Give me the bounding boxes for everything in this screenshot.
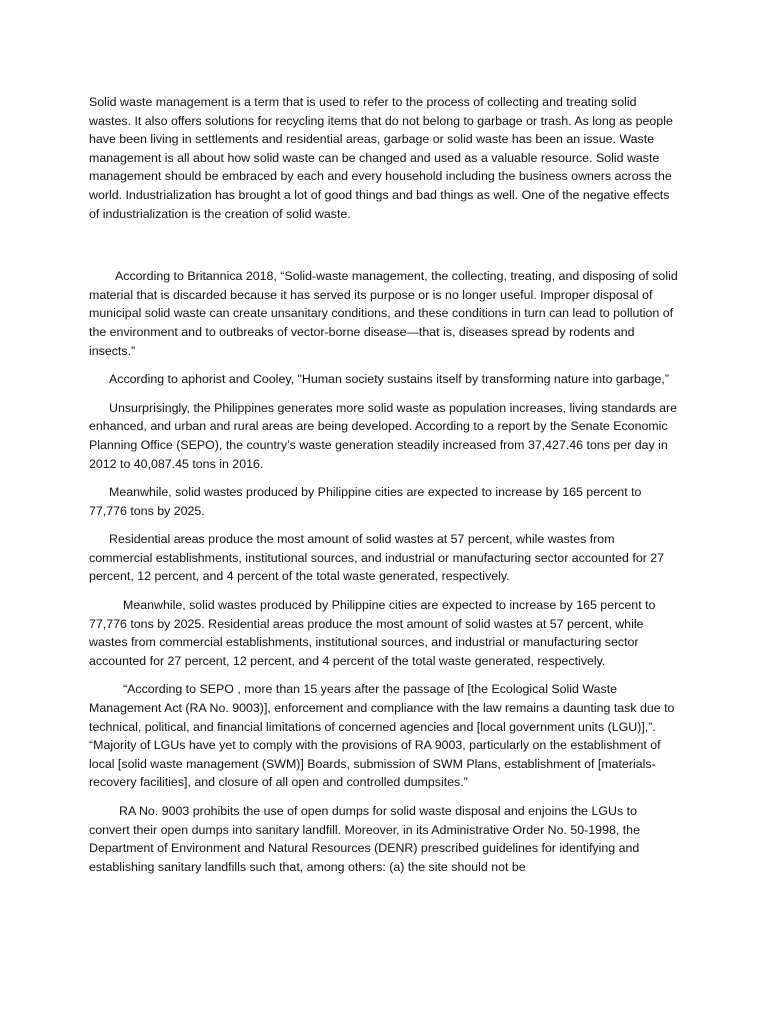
paragraph-ra9003: RA No. 9003 prohibits the use of open dumps for solid waste disposal and enjoins the LGUs to convert their open dumps into sanitary landfill. Moreover, in its Administrative Order No. 50-1998, the Department of Environment and Natural Resources (DENR) prescribed guidelines for identifying and establishing sanitary landfills such that, among others: (a) the site should not be: [89, 804, 640, 874]
paragraph-city-projection: Meanwhile, solid wastes produced by Philippine cities are expected to increase by 165 percent to 77,776 tons by 2025.: [89, 485, 642, 518]
paragraph-sepo-quote: “According to SEPO , more than 15 years after the passage of [the Ecological Solid Waste Management Act (RA No. 9003)], enforcement and compliance with the law remains a daunting task due to technical, political, and financial limitations of concerned agencies and [local government units (LGU)],”. “Majority of LGUs have yet to comply with the provisions of RA 9003, particularly on the establishment of local [solid waste management (SWM)] Boards, submission of SWM Plans, establishment of [materials-recovery facilities], and closure of all open and controlled dumpsites.”: [89, 682, 675, 790]
paragraph-cooley-quote: According to aphorist and Cooley, "Human society sustains itself by transforming nature into garbage,”: [109, 372, 669, 387]
paragraph-britannica-quote: According to Britannica 2018, “Solid-waste management, the collecting, treating, and disposing of solid material that is discarded because it has served its purpose or is no longer useful. Improper disposal of municipal solid waste can create unsanitary conditions, and these conditions in turn can lead to pollution of the environment and to outbreaks of vector-borne disease—that is, diseases spread by rodents and insects.”: [89, 269, 678, 358]
paragraph-residential-share: Residential areas produce the most amount of solid wastes at 57 percent, while wastes from commercial establishments, institutional sources, and industrial or manufacturing sector accounted for 27 percent, 12 percent, and 4 percent of the total waste generated, respectively.: [89, 532, 665, 584]
paragraph-intro: Solid waste management is a term that is used to refer to the process of collecting and treating solid wastes. It also offers solutions for recycling items that do not belong to garbage or trash. As long as people have been living in settlements and residential areas, garbage or solid waste has been an issue. Waste management is all about how solid waste can be changed and used as a valuable resource. Solid waste management should be embraced by each and every household including the business owners across the world. Industrialization has brought a lot of good things and bad things as well. One of the negative effects of industrialization is the creation of solid waste.: [89, 95, 673, 221]
paragraph-combined-summary: Meanwhile, solid wastes produced by Philippine cities are expected to increase by 165 percent to 77,776 tons by 2025. Residential areas produce the most amount of solid wastes at 57 percent, while wastes from commercial establishments, institutional sources, and industrial or manufacturing sector accounted for 27 percent, 12 percent, and 4 percent of the total waste generated, respectively.: [89, 598, 656, 668]
paragraph-philippines-waste: Unsurprisingly, the Philippines generates more solid waste as population increases, living standards are enhanced, and urban and rural areas are being developed. According to a report by the Senate Economic Planning Office (SEPO), the country’s waste generation steadily increased from 37,427.46 tons per day in 2012 to 40,087.45 tons in 2016.: [89, 400, 677, 471]
document-page: [89, 93, 679, 876]
